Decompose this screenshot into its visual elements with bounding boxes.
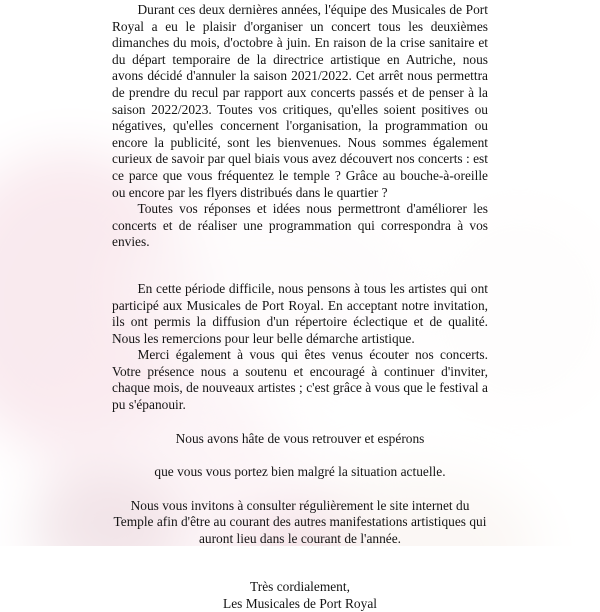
signature-sender: Les Musicales de Port Royal — [223, 595, 377, 611]
paragraph-artistes: En cette période difficile, nous pensons à tous les artistes qui ont participé aux Musicales de Port Royal. En acceptant notre invitation, ils ont permis la diffusion d'un répertoire éclectique et de qualité. Nous les remercions pour leur belle démarche artistique. — [112, 280, 488, 346]
signature-spacer — [112, 548, 488, 578]
signature-block — [112, 578, 488, 612]
paragraph-site-internet: Nous vous invitons à consulter régulièrement le site internet du Temple afin d'être au courant des autres manifestations artistiques qui auront lieu dans le courant de l'année. — [113, 497, 487, 547]
paragraph-portez-bien: que vous vous portez bien malgré la situation actuelle. — [154, 464, 446, 480]
paragraph-merci-public: Merci également à vous qui êtes venus écouter nos concerts. Votre présence nous a soutenu et encouragé à continuer d'inviter, chaque mois, de nouveaux artistes ; c'est grâce à vous que le festival a pu s'épanouir. — [112, 347, 488, 413]
paragraph-hate: Nous avons hâte de vous retrouver et espérons — [175, 430, 425, 446]
paragraph-spacer — [112, 251, 488, 281]
paragraph-spacer — [112, 447, 488, 464]
paragraph-reponses: Toutes vos réponses et idées nous permettront d'améliorer les concerts et de réaliser une programmation qui correspondra à vos envies. — [112, 201, 488, 250]
paragraph-intro: Durant ces deux dernières années, l'équipe des Musicales de Port Royal a eu le plaisir d'organiser un concert tous les deuxièmes dimanches du mois, d'octobre à juin. En raison de la crise sanitaire et du départ temporaire de la directrice artistique en Autriche, nous avons décidé d'annuler la saison 2021/2022. Cet arrêt nous permettra de prendre du recul par rapport aux concerts passés et de penser à la saison 2022/2023. Toutes vos critiques, qu'elles soient positives ou négatives, qu'elles concernent l'organisation, la programmation ou encore la publicité, sont les bienvenues. Nous sommes également curieux de savoir par quel biais vous avez découvert nos concerts : est ce parce que vous fréquentez le temple ? Grâce au bouche-à-oreille ou encore par les flyers distribués dans le quartier ? — [112, 2, 488, 200]
paragraph-spacer — [112, 481, 488, 498]
signature-closing: Très cordialement, — [250, 578, 350, 594]
paragraph-spacer — [112, 414, 488, 431]
